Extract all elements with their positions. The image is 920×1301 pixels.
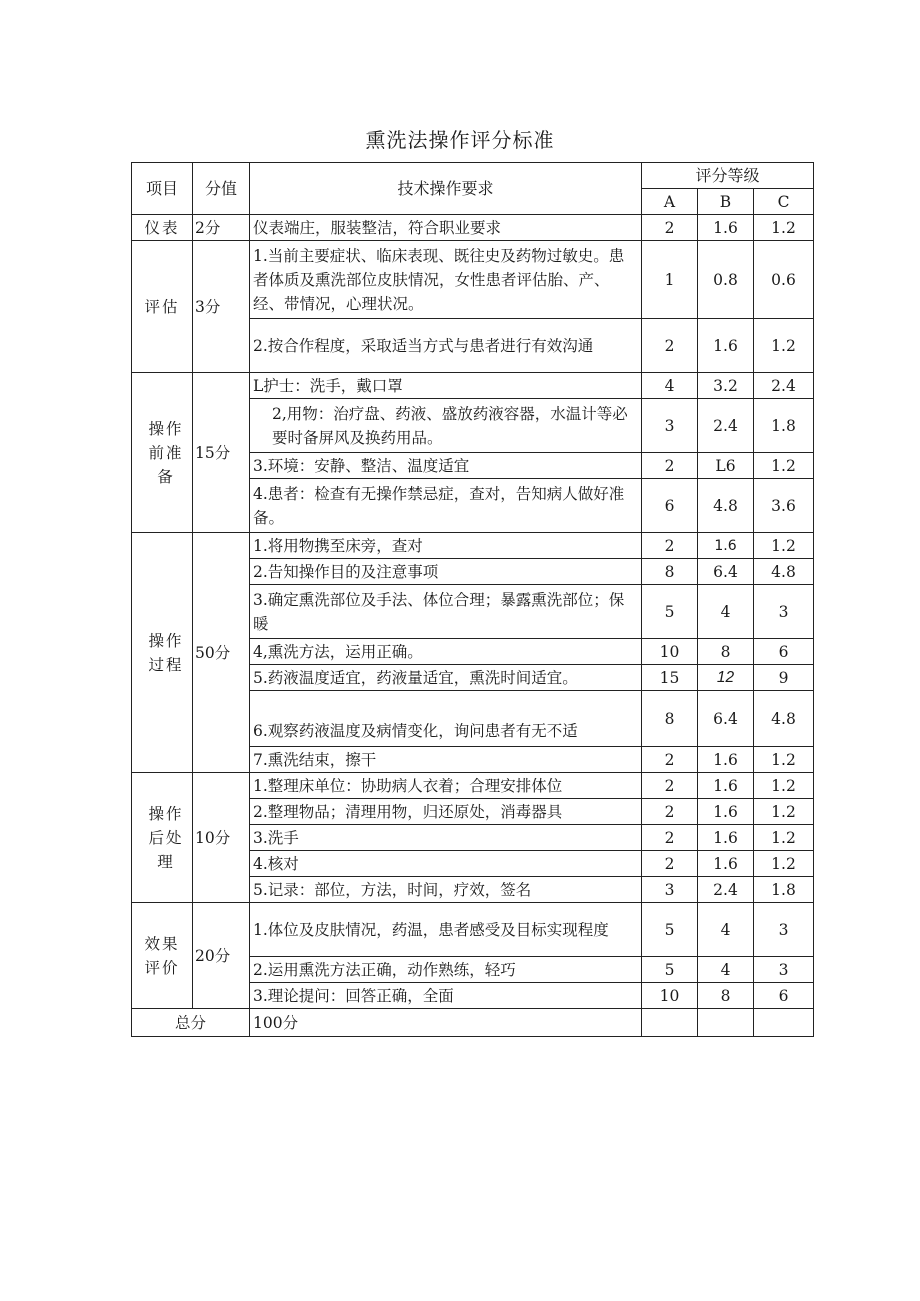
requirement-cell: 1.将用物携至床旁，查对 — [250, 533, 642, 559]
grade-a-cell: 3 — [642, 399, 698, 453]
grade-b-cell: 1.6 — [698, 851, 754, 877]
grade-a-cell: 10 — [642, 639, 698, 665]
grade-c-cell: 9 — [754, 665, 814, 691]
table-row — [132, 773, 814, 799]
grade-a-cell: 3 — [642, 877, 698, 903]
grade-a-cell: 2 — [642, 319, 698, 373]
grade-c-cell: 1.2 — [754, 533, 814, 559]
grade-b-cell: 2.4 — [698, 399, 754, 453]
grade-a-cell: 10 — [642, 983, 698, 1009]
section-score: 2分 — [193, 215, 250, 241]
grade-a-cell: 5 — [642, 585, 698, 639]
grade-a-cell: 8 — [642, 691, 698, 747]
grade-c-cell: 1.8 — [754, 399, 814, 453]
requirement-cell: 5.记录：部位，方法，时间，疗效，签名 — [250, 877, 642, 903]
grade-c-cell: 1.2 — [754, 799, 814, 825]
grade-b-cell: 1.6 — [698, 747, 754, 773]
section-score: 3分 — [193, 241, 250, 373]
grade-a-cell: 2 — [642, 453, 698, 479]
requirement-cell: 4.核对 — [250, 851, 642, 877]
section-project: 评估 — [132, 241, 193, 373]
grade-c-cell: 3 — [754, 903, 814, 957]
grade-a-cell: 15 — [642, 665, 698, 691]
requirement-cell: 7.熏洗结束，擦干 — [250, 747, 642, 773]
grade-a-cell: 5 — [642, 903, 698, 957]
grade-b-cell: 8 — [698, 639, 754, 665]
grade-c-cell: 1.2 — [754, 851, 814, 877]
grade-c-cell: 4.8 — [754, 559, 814, 585]
grade-b-cell: 6.4 — [698, 691, 754, 747]
header-grade-a: A — [642, 189, 698, 215]
section-score: 15分 — [193, 373, 250, 533]
requirement-cell: 1.整理床单位：协助病人衣着；合理安排体位 — [250, 773, 642, 799]
header-grade-c: C — [754, 189, 814, 215]
grade-a-cell: 4 — [642, 373, 698, 399]
grade-a-cell: 2 — [642, 799, 698, 825]
table-row — [132, 903, 814, 957]
grade-c-cell: 0.6 — [754, 241, 814, 319]
grade-b-cell: 1.6 — [698, 773, 754, 799]
requirement-cell: 1.当前主要症状、临床表现、既往史及药物过敏史。患者体质及熏洗部位皮肤情况，女性患者评估胎、产、经、带情况，心理状况。 — [250, 241, 642, 319]
grade-a-cell: 2 — [642, 773, 698, 799]
grade-b-cell: 4 — [698, 957, 754, 983]
grade-b-cell: 4 — [698, 903, 754, 957]
requirement-cell: 仪表端庄，服装整洁，符合职业要求 — [250, 215, 642, 241]
grade-b-cell: 0.8 — [698, 241, 754, 319]
grade-b-cell: 12 — [698, 665, 754, 691]
total-label: 总分 — [132, 1009, 250, 1037]
requirement-cell: 4.患者：检查有无操作禁忌症，查对，告知病人做好准备。 — [250, 479, 642, 533]
requirement-cell: 3.确定熏洗部位及手法、体位合理；暴露熏洗部位；保暖 — [250, 585, 642, 639]
table-row — [132, 373, 814, 399]
grade-b-cell: 1.6 — [698, 825, 754, 851]
requirement-cell: 2.整理物品；清理用物，归还原处，消毒器具 — [250, 799, 642, 825]
grade-b-cell: 1.6 — [698, 319, 754, 373]
grade-c-cell: 1.2 — [754, 747, 814, 773]
requirement-cell: 2.按合作程度，采取适当方式与患者进行有效沟通 — [250, 319, 642, 373]
requirement-cell: 5.药液温度适宜，药液量适宜，熏洗时间适宜。 — [250, 665, 642, 691]
grade-a-cell: 5 — [642, 957, 698, 983]
requirement-cell: 3.环境：安静、整洁、温度适宜 — [250, 453, 642, 479]
grade-c-cell: 1.2 — [754, 825, 814, 851]
grade-c-cell: 3.6 — [754, 479, 814, 533]
grade-a-cell: 8 — [642, 559, 698, 585]
table-row — [132, 215, 814, 241]
grade-b-cell: 6.4 — [698, 559, 754, 585]
grade-b-cell: 4 — [698, 585, 754, 639]
requirement-cell: 2,用物：治疗盘、药液、盛放药液容器，水温计等必要时备屏风及换药用品。 — [250, 399, 642, 453]
grade-a-cell: 6 — [642, 479, 698, 533]
header-grade-b: B — [698, 189, 754, 215]
requirement-cell: 3.洗手 — [250, 825, 642, 851]
section-score: 50分 — [193, 533, 250, 773]
requirement-cell: 4,熏洗方法，运用正确。 — [250, 639, 642, 665]
grade-c-cell: 3 — [754, 957, 814, 983]
grade-b-cell: 1.6 — [698, 799, 754, 825]
section-score: 10分 — [193, 773, 250, 903]
grade-c-cell: 1.2 — [754, 773, 814, 799]
grade-a-cell: 2 — [642, 533, 698, 559]
grade-c-cell: 1.2 — [754, 215, 814, 241]
section-project: 操作后处理 — [132, 773, 193, 903]
grade-b-cell: 4.8 — [698, 479, 754, 533]
grade-a-cell: 2 — [642, 747, 698, 773]
grade-c-cell: 1.2 — [754, 319, 814, 373]
section-score: 20分 — [193, 903, 250, 1009]
grade-b-cell: 2.4 — [698, 877, 754, 903]
section-project: 操作过程 — [132, 533, 193, 773]
grade-c-cell: 4.8 — [754, 691, 814, 747]
page-title: 熏洗法操作评分标准 — [365, 128, 555, 152]
section-project: 效果评价 — [132, 903, 193, 1009]
grade-b-cell: L6 — [698, 453, 754, 479]
requirement-cell: 1.体位及皮肤情况，药温，患者感受及目标实现程度 — [250, 903, 642, 957]
grade-a-cell: 2 — [642, 851, 698, 877]
grade-c-cell: 1.2 — [754, 453, 814, 479]
grade-b-cell: 8 — [698, 983, 754, 1009]
grade-c-cell: 1.8 — [754, 877, 814, 903]
grade-a-cell — [642, 1009, 698, 1037]
total-value: 100分 — [250, 1009, 642, 1037]
section-project: 操作前准备 — [132, 373, 193, 533]
header-project: 项目 — [132, 163, 193, 215]
grade-a-cell: 1 — [642, 241, 698, 319]
table-row — [132, 241, 814, 319]
grade-a-cell: 2 — [642, 215, 698, 241]
section-project: 仪表 — [132, 215, 193, 241]
total-row — [132, 1009, 814, 1037]
requirement-cell: 2.运用熏洗方法正确，动作熟练，轻巧 — [250, 957, 642, 983]
grade-b-cell: 3.2 — [698, 373, 754, 399]
requirement-cell: L护士：洗手，戴口罩 — [250, 373, 642, 399]
grade-c-cell: 6 — [754, 983, 814, 1009]
grade-a-cell: 2 — [642, 825, 698, 851]
header-grade: 评分等级 — [642, 163, 814, 189]
grade-b-cell: 1.6 — [698, 215, 754, 241]
grade-b-cell — [698, 1009, 754, 1037]
scoring-table — [131, 162, 814, 1037]
grade-b-cell: 1.6 — [698, 533, 754, 559]
requirement-cell: 3.理论提问：回答正确，全面 — [250, 983, 642, 1009]
requirement-cell: 6.观察药液温度及病情变化，询问患者有无不适 — [250, 691, 642, 747]
table-row — [132, 533, 814, 559]
header-requirement: 技术操作要求 — [250, 163, 642, 215]
grade-c-cell: 6 — [754, 639, 814, 665]
grade-c-cell: 3 — [754, 585, 814, 639]
requirement-cell: 2.告知操作目的及注意事项 — [250, 559, 642, 585]
grade-c-cell: 2.4 — [754, 373, 814, 399]
grade-c-cell — [754, 1009, 814, 1037]
header-score: 分值 — [193, 163, 250, 215]
